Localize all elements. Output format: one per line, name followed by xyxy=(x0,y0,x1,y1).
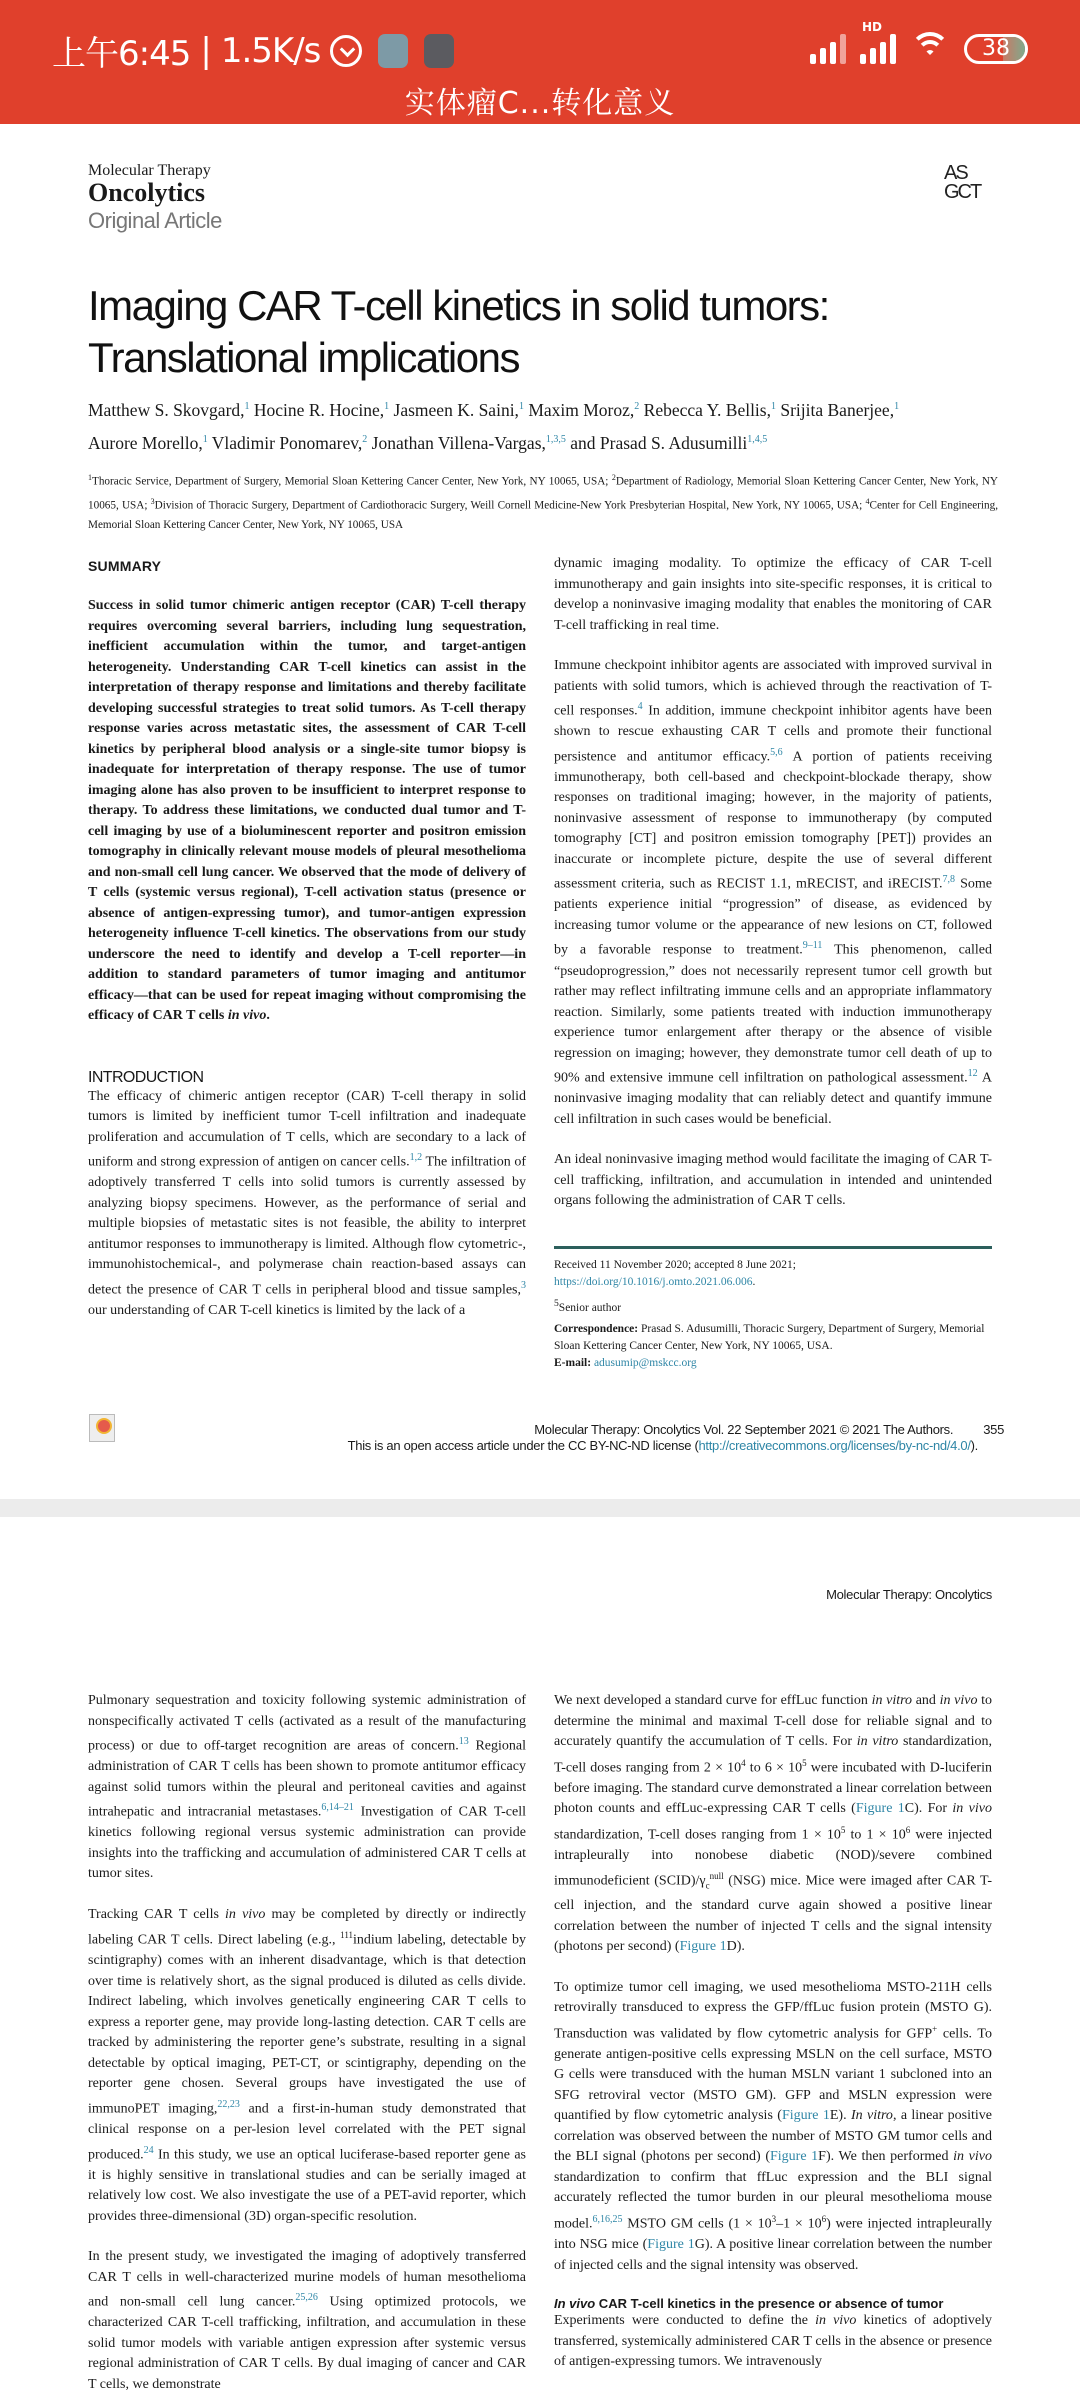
battery-icon xyxy=(964,34,1028,64)
footer-citation: Molecular Therapy: Oncolytics Vol. 22 September 2021 © 2021 The Authors. xyxy=(534,1422,954,1437)
email-link[interactable]: adusumip@mskcc.org xyxy=(593,1356,697,1369)
intro-paragraph: The efficacy of chimeric antigen receptor (CAR) T-cell therapy in solid tumors is limited by inefficient tumor T-cell infiltration and inadequate proliferation and accumulation of T cells, which are secondary to a lack of uniform and strong expression of antigen on cancer cells.$^{1,2}$ The infiltration of adoptively transferred T cells into solid tumors is currently assessed by analyzing biopsy specimens. However, as the performance of serial and multiple biopsies of metastatic sites is not feasible, the ability to interpret antitumor responses to immunotherapy is limited. Although flow cytometric-, immunohistochemical-, and polymerase chain reaction-based assays can detect the presence of CAR T cells in peripheral blood and tissue samples,$^3$ our understanding of CAR T-cell kinetics is limited by the lack of a xyxy=(88,1088,526,1318)
clock-time: 上午6:45 xyxy=(52,34,191,74)
check-for-updates-icon[interactable] xyxy=(89,1414,115,1442)
figure-link[interactable]: Figure 1 xyxy=(781,2108,830,2124)
clock-app-icon xyxy=(378,34,408,68)
right-column xyxy=(554,1691,992,2373)
right-column xyxy=(554,554,992,1372)
author-list: Matthew S. Skovgard,$^1$ Hocine R. Hocine,$^1$ Jasmeen K. Saini,$^1$ Maxim Moroz,$^2$ Rebecca Y. Bellis,$^1$ Srijita Banerjee,$^1$ Aurore Morello,$^1$ Vladimir Ponomarev,$^2$ Jonathan Villena-Vargas,$^{1,3,5}$ and Prasad S. Adusumilli$^{1,4,5}$ xyxy=(88,399,900,453)
status-bar xyxy=(0,22,1080,78)
network-speed: 1.5K/s xyxy=(220,30,321,71)
figure-link[interactable]: Figure 1 xyxy=(679,1939,727,1955)
body-paragraph: In the present study, we investigated the imaging of adoptively transferred CAR T cells in well-characterized murine models of human mesothelioma and non-small cell lung cancer.$^{25,26}$ Using optimized protocols, we characterized CAR T-cell trafficking, infiltration, and accumulation in these solid tumor models with variable antigen expression after systemic versus regional administration of CAR T cells. By dual imaging of cancer and CAR T cells, we demonstrate xyxy=(88,2249,526,2392)
figure-link[interactable]: Figure 1 xyxy=(647,2237,695,2253)
signal-icon xyxy=(810,34,846,64)
license-text: This is an open access article under the CC BY-NC-ND license (http://creativecommons.org/licenses/by-nc-nd/4.0/). xyxy=(347,1438,978,1453)
body-paragraph: Immune checkpoint inhibitor agents are associated with improved survival in patients with solid tumors, which is achieved through the reactivation of T-cell responses.$^4$ In addition, immune checkpoint inhibitor agents have been shown to rescue exhausting CAR T cells and promote their functional persistence and antitumor efficacy.$^{5,6}$ A portion of patients receiving immunotherapy, both cell-based and checkpoint-blockade therapy, show responses on traditional imaging; however, in the majority of patients, noninvasive assessment of response to immunotherapy (by computed tomography [CT] and positron emission tomography [PET]) provides an inaccurate or incomplete picture, despite the use of several different assessment criteria, such as RECIST 1.1, mRECIST, and iRECIST.$^{7,8}$ Some patients experience initial “progression” of disease, as evidenced by increasing tumor volume or the appearance of new lesions on CT, followed by a favorable response to treatment.$^{9-11}$ This phenomenon, called “pseudoprogression,” does not necessarily represent tumor cell growth but rather may reflect infiltrating immune cells and an appropriate inflammatory reaction. Similarly, some patients treated with induction immunotherapy experience tumor enlargement after therapy or the absence of visible regression on imaging; however, they demonstrate tumor cell death of up to 90% and extensive immune cell infiltration on pathological assessment.$^{12}$ A noninvasive imaging modality that can reliably detect and quantify immune cell infiltration in such cases would be beneficial. xyxy=(554,658,993,1127)
status-left xyxy=(52,26,454,75)
license-link[interactable]: http://creativecommons.org/licenses/by-nc-nd/4.0/ xyxy=(698,1438,971,1453)
article-title: Imaging CAR T-cell kinetics in solid tumors: Translational implications xyxy=(88,282,829,381)
affiliations: $^1$Thoracic Service, Department of Surgery, Memorial Sloan Kettering Cancer Center, New York, NY 10065, USA; $^2$Department of Radiology, Memorial Sloan Kettering Cancer Center, New York, NY 10065, USA; $^3$Division of Thoracic Surgery, Department of Cardiothoracic Surgery, Weill Cornell Medicine-New York Presbyterian Hospital, New York, NY 10065, USA; $^4$Center for Cell Engineering, Memorial Sloan Kettering Cancer Center, New York, NY 10065, USA xyxy=(88,473,999,532)
summary-heading: SUMMARY xyxy=(88,558,162,574)
divider xyxy=(554,1246,992,1249)
notes-app-icon xyxy=(424,34,454,68)
doi-link[interactable]: https://doi.org/10.1016/j.omto.2021.06.006 xyxy=(554,1275,753,1288)
pdf-page-2[interactable] xyxy=(0,1517,1080,2400)
document-title[interactable]: 实体瘤C...转化意义 xyxy=(404,86,676,121)
body-paragraph: Tracking CAR T cells in vivo may be completed by directly or indirectly labeling CAR T cells. Direct labeling (e.g., $^{111}$indium labeling, detectable by scintigraphy) comes with an inherent disadvantage, which is that detection over time is relatively short, as the signal produced is diluted as cells divide. Indirect labeling, which involves genetically engineering CAR T cells to express a reporter gene, may provide long-lasting detection. CAR T cells are tracked by administering the reporter gene’s substrate, resulting in a signal detectable by optical imaging, PET-CT, or scintigraphy, depending on the reporter gene chosen. Several groups have investigated the use of immunoPET imaging,$^{22,23}$ and a first-in-human study demonstrated that clinical response on a per-lesion level correlated with the PET signal produced.$^{24}$ In this study, we use an optical luciferase-based reporter gene as it is highly sensitive in translational studies and can be serially imaged at relatively low cost. We also investigate the use of a PET-avid reporter, which provides three-dimensional (3D) organ-specific resolution. xyxy=(88,1906,526,2224)
separator: | xyxy=(200,30,211,71)
body-paragraph: To optimize tumor cell imaging, we used mesothelioma MSTO-211H cells retrovirally transduced to express the GFP/ffLuc fusion protein (MSTO G). Transduction was validated by flow cytometric analysis for GFP+ cells. To generate antigen-positive cells expressing MSLN on the cell surface, MSTO G cells were transduced with the human MSLN variant 1 subcloned into an SFG retroviral vector (MSTO GM). GFP and MSLN expression were quantified by flow cytometric analysis (Figure 1E). In vitro, a linear positive correlation was observed between the number of MSTO GM tumor cells and the BLI signal (photons per second) (Figure 1F). We then performed in vivo standardization to confirm that ffLuc expression and the BLI signal accurately reflected the tumor burden in our pleural mesothelioma mouse model.$^{6,16,25}$ MSTO GM cells $(1 \times 10^3-1 \times 10^6)$ were injected intrapleurally into NSG mice (Figure 1G). A positive linear correlation between the number of injected cells and the signal intensity was observed. xyxy=(554,1979,993,2273)
figure-link[interactable]: Figure 1 xyxy=(855,1801,905,1817)
body-paragraph: dynamic imaging modality. To optimize the efficacy of CAR T-cell immunotherapy and gain insights into site-specific responses, it is critical to develop a noninvasive imaging modality that enables the monitoring of CAR T-cell trafficking in real time. xyxy=(554,556,992,633)
left-column xyxy=(88,1691,526,2395)
app-bar xyxy=(0,0,1080,124)
status-right xyxy=(810,20,1028,64)
signal-hd-icon: HD xyxy=(860,34,896,64)
alarm-icon xyxy=(330,35,362,67)
introduction-heading: INTRODUCTION xyxy=(88,1068,204,1086)
body-paragraph: An ideal noninvasive imaging method would facilitate the imaging of CAR T-cell trafficking, infiltration, and accumulation in intended and unintended organs following the administration of CAR T cells. xyxy=(554,1152,992,1209)
article-type: Original Article xyxy=(88,208,222,233)
body-paragraph: We next developed a standard curve for effLuc function in vitro and in vivo to determine the minimal and maximal T-cell dose for reliable signal and to accurately quantify the accumulation of T cells. For in vitro standardization, T-cell doses ranging from $2 \times 10^4$ to $6 \times 10^5$ were incubated with D-luciferin before imaging. The standard curve demonstrated a linear correlation between photon counts and effLuc-expressing CAR T cells (Figure 1C). For in vivo standardization, T-cell doses ranging from $1 \times 10^5$ to $1 \times 10^6$ were injected intrapleurally into nonobese diabetic (NOD)/severe combined immunodeficient $(SCID)/\gamma_c^{null}$ (NSG) mice. Mice were imaged after CAR T-cell injection, and the standard curve again showed a positive linear correlation between the number of injected T cells and the signal intensity (photons per second) (Figure 1D). xyxy=(554,1693,993,1955)
left-column xyxy=(88,558,526,1321)
body-paragraph: Experiments were conducted to define the in vivo kinetics of adoptively transferred, systemically administered CAR T cells in the absence or presence of antigen-expressing tumors. We intravenously xyxy=(554,2313,992,2370)
figure-link[interactable]: Figure 1 xyxy=(769,2149,819,2165)
journal-masthead: Molecular Therapy Oncolytics Original Article xyxy=(88,162,222,233)
pdf-page-1[interactable] xyxy=(0,124,1080,1499)
asgct-logo-icon: AS GCT xyxy=(944,162,981,203)
battery-level: 38 xyxy=(982,36,1010,61)
running-head: Molecular Therapy: Oncolytics xyxy=(826,1587,992,1602)
body-paragraph: Pulmonary sequestration and toxicity following systemic administration of nonspecifically activated T cells (activated as a result of the manufacturing process) or due to off-target recognition are areas of concern.$^{13}$ Regional administration of CAR T cells has been shown to promote antitumor efficacy against solid tumors within the pleural and peritoneal cavities and against intrahepatic and intracranial metastases.$^{6,14-21}$ Investigation of CAR T-cell kinetics following regional versus systemic administration can provide insights into the trafficking and accumulation of administered CAR T cells at tumor sites. xyxy=(88,1693,526,1882)
page-number: 355 xyxy=(983,1422,1004,1437)
summary-text: Success in solid tumor chimeric antigen receptor (CAR) T-cell therapy requires overcoming several barriers, including lung sequestration, inefficient accumulation within the tumor, and target-antigen heterogeneity. Understanding CAR T-cell kinetics can assist in the interpretation of therapy response and limitations and thereby facilitate developing successful strategies to treat solid tumors. As T-cell therapy response varies across metastatic sites, the assessment of CAR T-cell kinetics by peripheral blood analysis or a single-site tumor biopsy is inadequate for interpretation of therapy response. The use of tumor imaging alone has also proven to be insufficient to interpret response to therapy. To address these limitations, we conducted dual tumor and T-cell imaging by use of a bioluminescent reporter and positron emission tomography in clinically relevant mouse models of pleural mesothelioma and non-small cell lung cancer. We observed that the mode of delivery of T cells (systemic versus regional), T-cell activation status (presence or absence of antigen-expressing tumor), and tumor-antigen expression heterogeneity influence T-cell kinetics. The observations from our study underscore the need to identify and develop a T-cell reporter—in addition to standard parameters of tumor imaging and antitumor efficacy—that can be used for repeat imaging without compromising the efficacy of CAR T cells in vivo. xyxy=(88,598,526,1023)
article-metadata: Received 11 November 2020; accepted 8 June 2021; https://doi.org/10.1016/j.omto.2021.06.006. $^5$Senior author Correspondence: Prasad S. Adusumilli, Thoracic Surgery, Department of Surgery, Memorial Sloan Kettering Cancer Center, New York, NY 10065, USA. E-mail: adusumip@mskcc.org xyxy=(554,1258,985,1369)
wifi-icon xyxy=(910,32,950,64)
section-subheading: In vivo CAR T-cell kinetics in the presence or absence of tumor xyxy=(554,2296,944,2312)
page-separator xyxy=(0,1499,1080,1517)
